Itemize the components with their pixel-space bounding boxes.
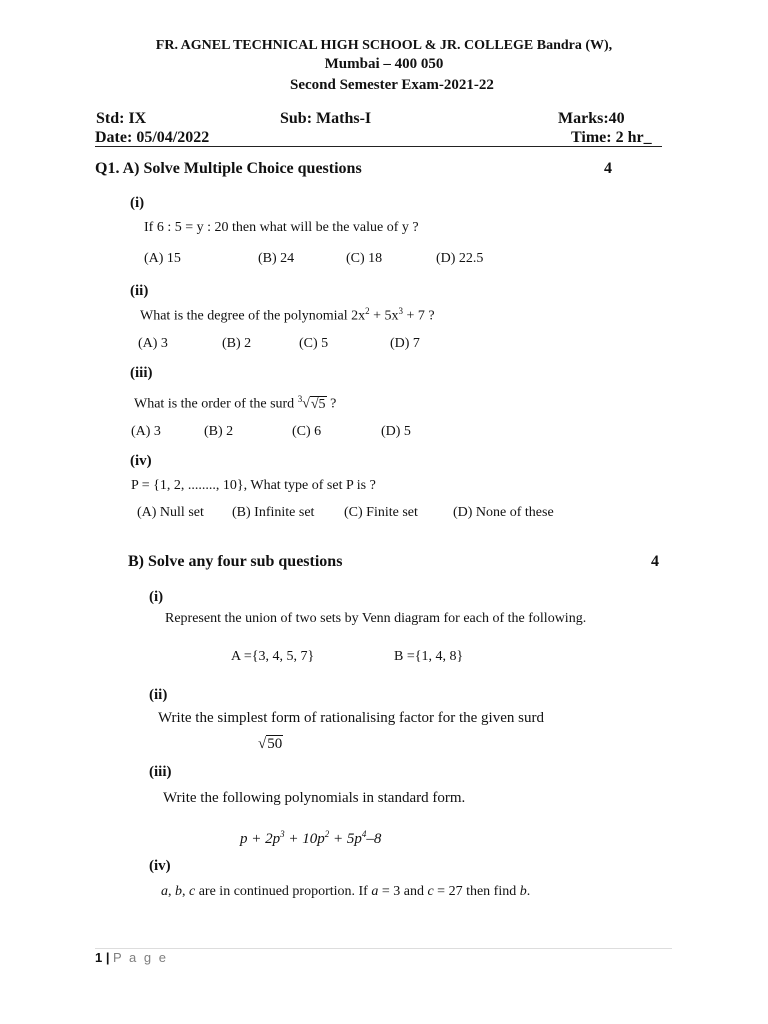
school-city: Mumbai – 400 050 xyxy=(324,56,444,72)
q1b-marks: 4 xyxy=(651,553,659,570)
date-label: Date: 05/04/2022 xyxy=(95,129,210,146)
q1a-iv-option-b: (B) Infinite set xyxy=(232,505,315,520)
exam-title: Second Semester Exam-2021-22 xyxy=(290,77,494,93)
q1b-iv-number: (iv) xyxy=(149,858,171,874)
page-number: 1 | xyxy=(95,950,110,965)
page-label: P a g e xyxy=(113,950,168,965)
q1a-ii-option-a: (A) 3 xyxy=(138,336,168,351)
q1b-ii-question: Write the simplest form of rationalising factor for the given surd xyxy=(158,710,544,726)
cube-root-surd: $^3$√√5 xyxy=(297,394,326,412)
q1a-iv-number: (iv) xyxy=(130,453,152,469)
q1b-iii-question: Write the following polynomials in standard form. xyxy=(163,790,466,806)
q1a-iv-option-a: (A) Null set xyxy=(137,505,204,520)
q1a-i-option-a: (A) 15 xyxy=(144,251,181,266)
q1a-iii-option-c: (C) 6 xyxy=(292,424,322,439)
set-b: B ={1, 4, 8} xyxy=(394,649,464,664)
q1a-ii-option-c: (C) 5 xyxy=(299,336,329,351)
q1a-title: Q1. A) Solve Multiple Choice questions xyxy=(95,160,362,177)
q1a-iii-question: What is the order of the surd $^3$√√5 ? xyxy=(134,394,337,412)
header-underline xyxy=(95,146,662,147)
time-label: Time: 2 hr_ xyxy=(571,129,652,146)
q1a-i-option-d: (D) 22.5 xyxy=(436,251,484,266)
std-label: Std: IX xyxy=(96,110,147,127)
q1a-ii-option-d: (D) 7 xyxy=(390,336,420,351)
surd-sqrt-50: √50 xyxy=(258,736,283,752)
q1a-iv-option-c: (C) Finite set xyxy=(344,505,418,520)
q1a-iii-option-b: (B) 2 xyxy=(204,424,234,439)
q1a-iv-option-d: (D) None of these xyxy=(453,505,554,520)
q1a-iii-option-a: (A) 3 xyxy=(131,424,161,439)
footer-divider xyxy=(95,948,672,949)
school-name: FR. AGNEL TECHNICAL HIGH SCHOOL & JR. COLLEGE Bandra (W), xyxy=(155,38,613,53)
q1b-iv-question: a, b, c are in continued proportion. If a = 3 and c = 27 then find b. xyxy=(161,884,531,899)
marks-label: Marks:40 xyxy=(558,110,625,127)
set-a: A ={3, 4, 5, 7} xyxy=(231,649,315,664)
q1b-iii-number: (iii) xyxy=(149,764,172,780)
q1a-i-number: (i) xyxy=(130,195,145,211)
subject-label: Sub: Maths-I xyxy=(280,110,372,127)
q1a-iv-question: P = {1, 2, ........, 10}, What type of set P is ? xyxy=(131,478,376,493)
q1b-i-question: Represent the union of two sets by Venn diagram for each of the following. xyxy=(165,611,587,626)
q1a-i-question: If 6 : 5 = y : 20 then what will be the value of y ? xyxy=(144,220,419,235)
q1b-ii-number: (ii) xyxy=(149,687,168,703)
q1a-iii-number: (iii) xyxy=(130,365,153,381)
q1a-ii-number: (ii) xyxy=(130,283,149,299)
polynomial-expression: $p + 2p^3 + 10p^2 + 5p^4-8$ xyxy=(240,829,382,847)
q1b-title: B) Solve any four sub questions xyxy=(128,553,343,570)
q1a-iii-option-d: (D) 5 xyxy=(381,424,411,439)
q1a-ii-option-b: (B) 2 xyxy=(222,336,252,351)
q1a-i-option-b: (B) 24 xyxy=(258,251,295,266)
q1b-i-number: (i) xyxy=(149,589,164,605)
q1a-i-option-c: (C) 18 xyxy=(346,251,383,266)
q1a-marks: 4 xyxy=(604,160,612,177)
q1a-ii-question: What is the degree of the polynomial $2x^2 + 5x^3 + 7$ ? xyxy=(140,306,435,324)
